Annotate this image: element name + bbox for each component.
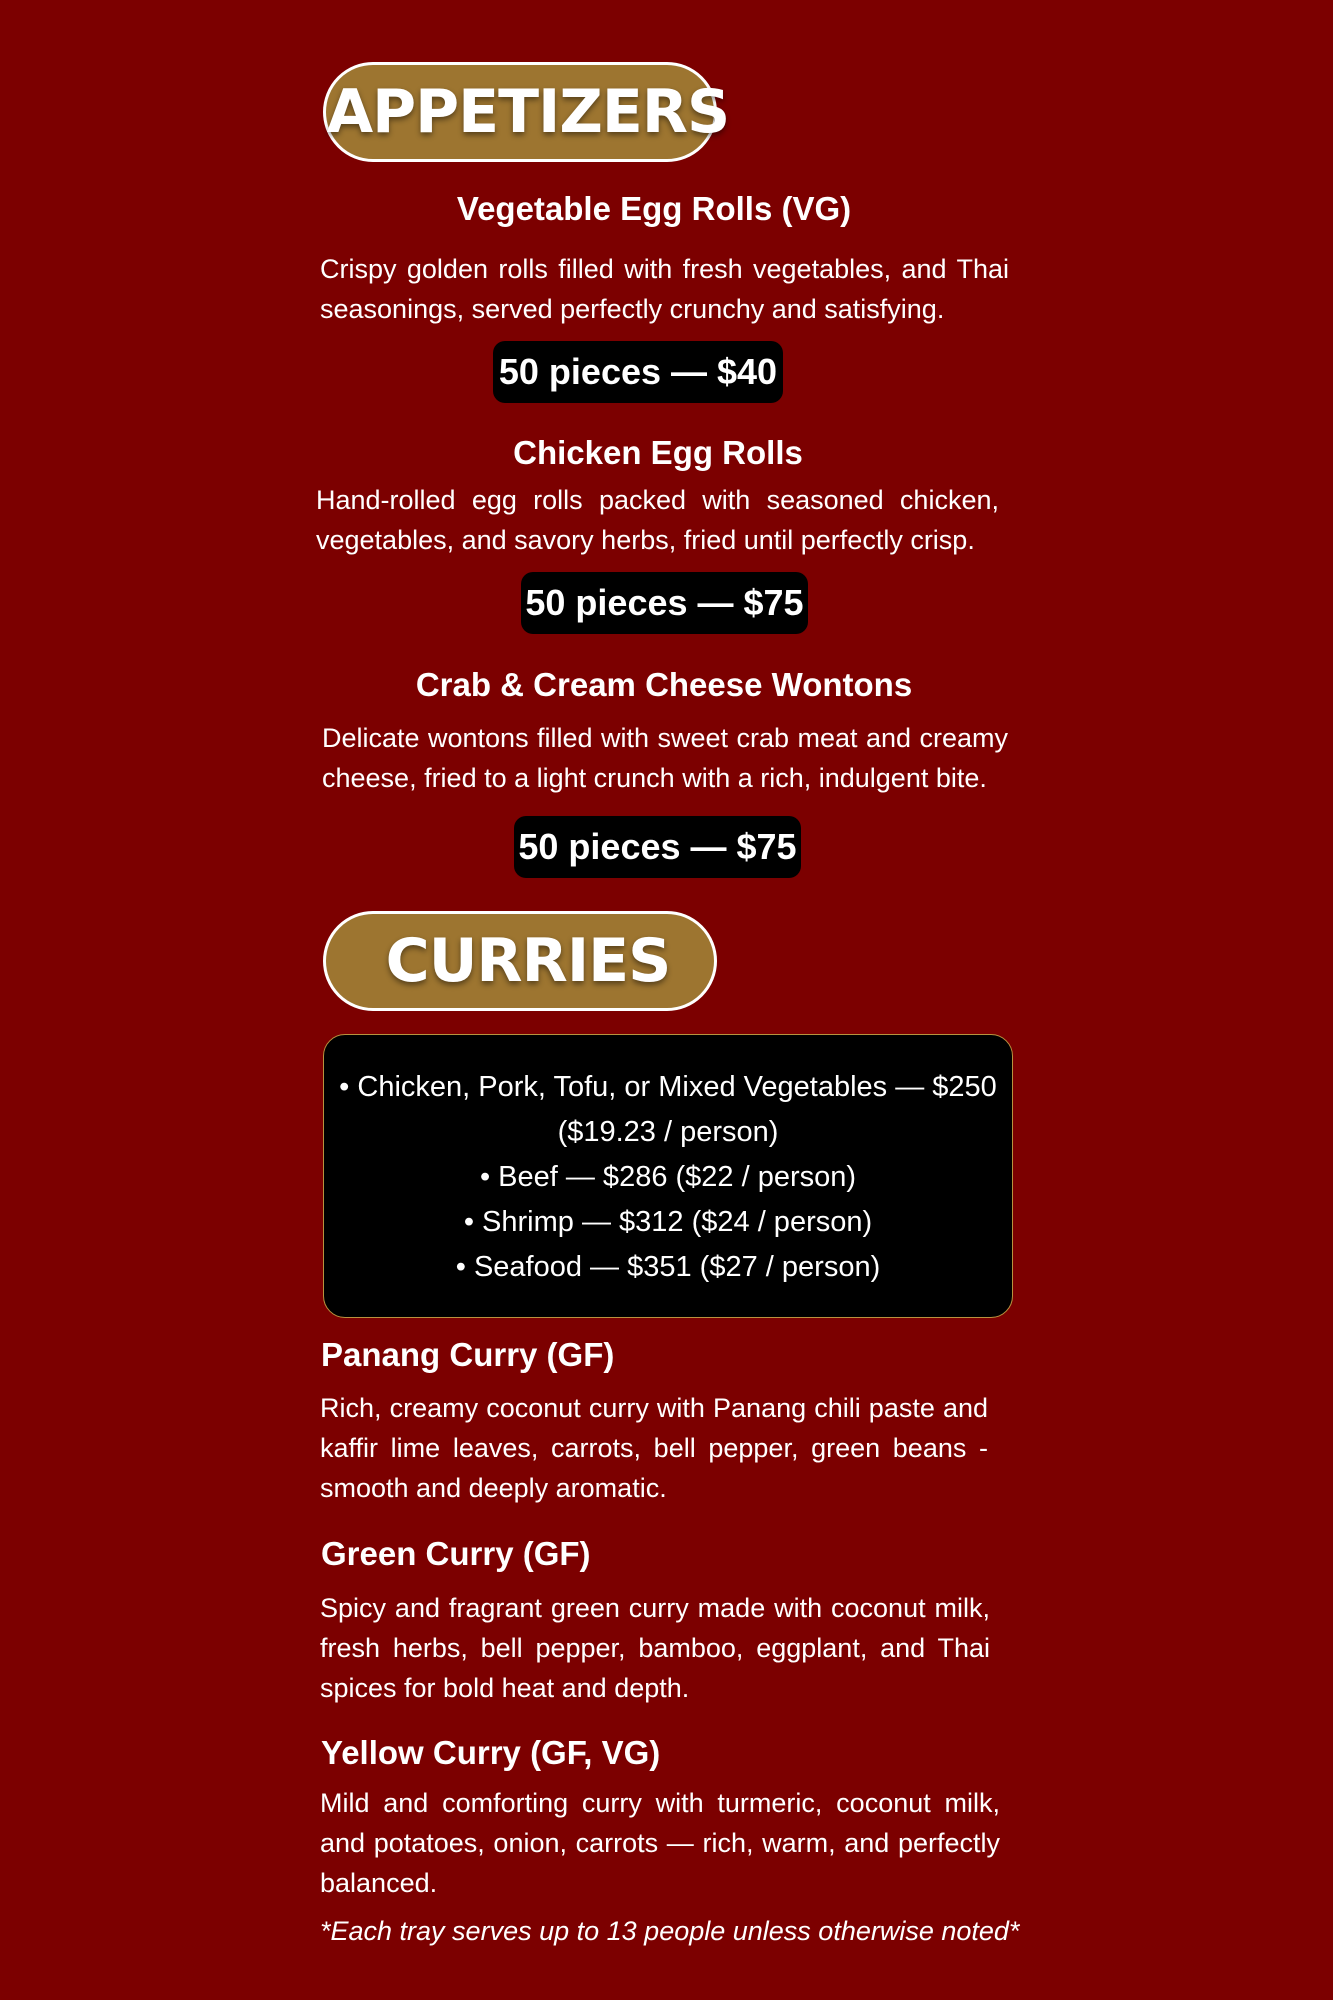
menu-item-title: Vegetable Egg Rolls (VG) xyxy=(456,190,852,227)
curries-heading-text: CURRIES xyxy=(385,926,671,996)
curry-price-line: • Beef — $286 ($22 / person) xyxy=(479,1161,857,1193)
menu-item-title: Crab & Cream Cheese Wontons xyxy=(415,666,913,703)
curry-item-description: Mild and comforting curry with turmeric, coconut milk, and potatoes, onion, carrots — rich, warm, and perfectly balanced. xyxy=(320,1788,1000,1898)
price-badge: 50 pieces — $75 xyxy=(514,816,801,878)
curry-item-description: Spicy and fragrant green curry made with coconut milk, fresh herbs, bell pepper, bamboo, eggplant, and Thai spices for bold heat and depth. xyxy=(320,1593,990,1703)
curries-heading xyxy=(323,911,717,1011)
curry-price-line: • Shrimp — $312 ($24 / person) xyxy=(463,1206,873,1238)
menu-item-description: Hand-rolled egg rolls packed with seasoned chicken, vegetables, and savory herbs, fried until perfectly crisp. xyxy=(316,485,999,555)
price-badge: 50 pieces — $75 xyxy=(521,572,808,634)
curry-item-title: Panang Curry (GF) xyxy=(321,1336,615,1373)
serving-footnote: *Each tray serves up to 13 people unless otherwise noted* xyxy=(320,1916,1020,1946)
menu-item-description: Crispy golden rolls filled with fresh vegetables, and Thai seasonings, served perfectly crunchy and satisfying. xyxy=(320,254,1009,324)
curry-pricing-box xyxy=(323,1034,1013,1318)
curry-item-title: Green Curry (GF) xyxy=(321,1535,591,1572)
appetizers-heading xyxy=(323,62,730,162)
menu-item-title: Chicken Egg Rolls xyxy=(513,434,803,471)
appetizers-heading-text: APPETIZERS xyxy=(326,77,730,147)
curry-price-line: • Seafood — $351 ($27 / person) xyxy=(455,1251,881,1283)
curry-item-title: Yellow Curry (GF, VG) xyxy=(321,1734,661,1771)
menu-item-description: Delicate wontons filled with sweet crab meat and creamy cheese, fried to a light crunch with a rich, indulgent bite. xyxy=(322,723,1008,793)
curry-item-description: Rich, creamy coconut curry with Panang chili paste and kaffir lime leaves, carrots, bell pepper, green beans - smooth and deeply aromatic. xyxy=(320,1393,988,1503)
curry-price-line: • Chicken, Pork, Tofu, or Mixed Vegetables — $250 ($19.23 / person) xyxy=(339,1071,997,1148)
price-badge: 50 pieces — $40 xyxy=(493,341,783,403)
